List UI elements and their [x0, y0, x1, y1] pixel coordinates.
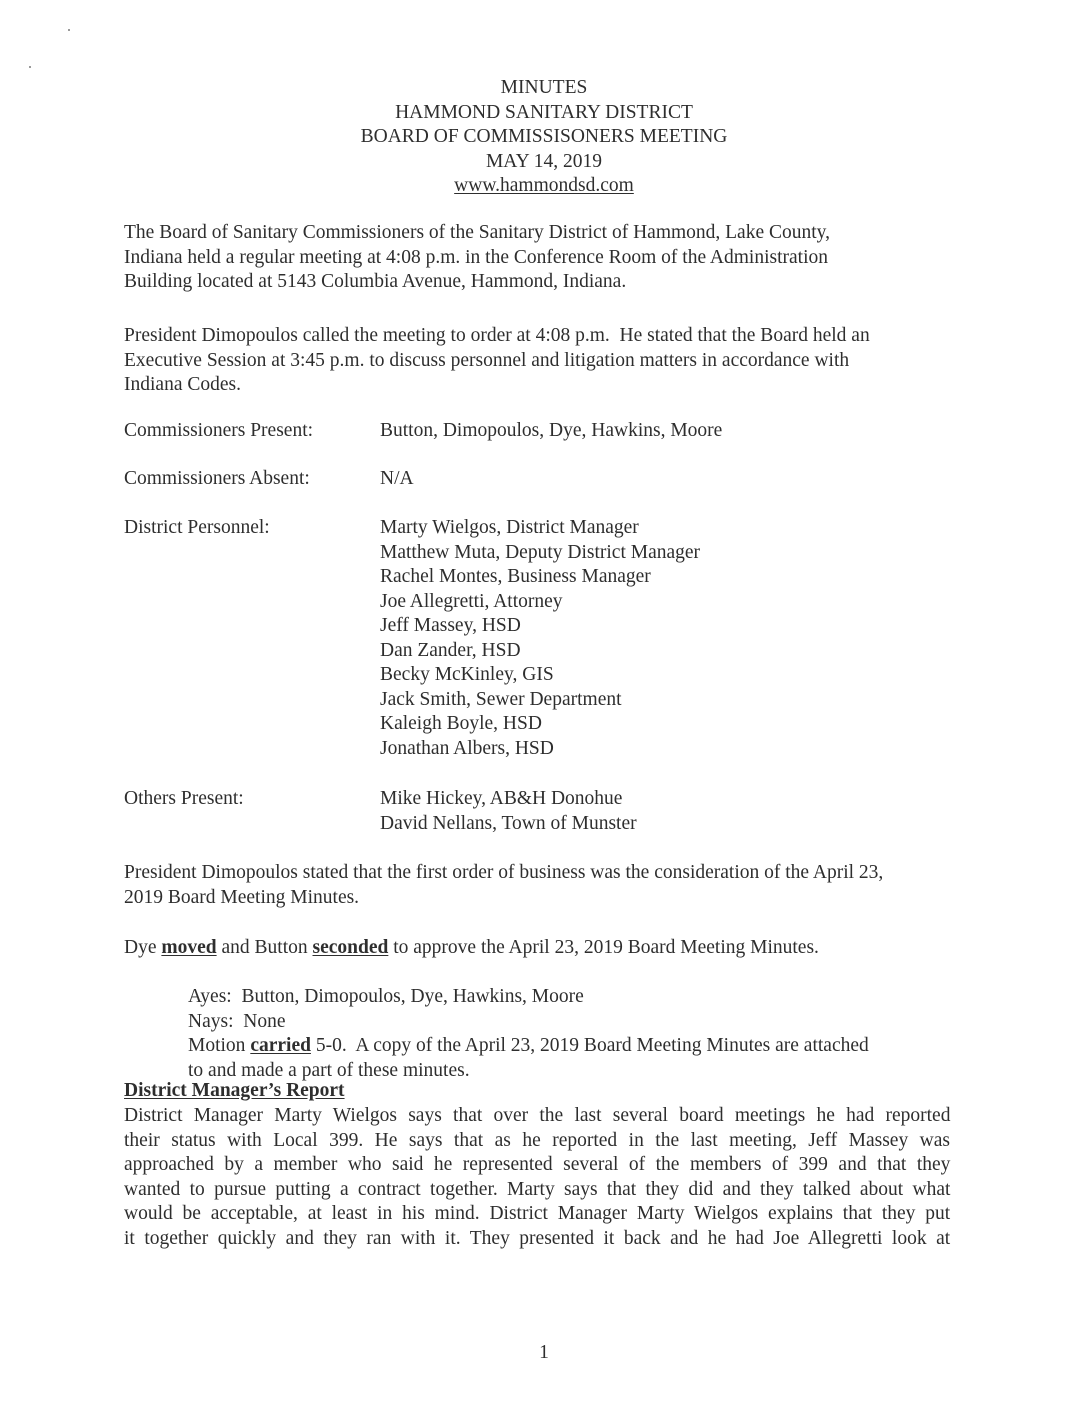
scan-speck	[68, 29, 70, 31]
district-manager-report-heading: District Manager’s Report	[124, 1080, 345, 1101]
personnel-item: Marty Wielgos, District Manager	[380, 517, 639, 538]
commissioners-present-label: Commissioners Present:	[124, 420, 314, 441]
motion-rest: to approve the April 23, 2019 Board Meeting Minutes.	[393, 937, 819, 958]
personnel-item: Dan Zander, HSD	[380, 639, 521, 661]
personnel-item: Becky McKinley, GIS	[380, 664, 554, 685]
page-number: 1	[539, 1342, 549, 1363]
others-present-list	[380, 787, 637, 836]
scan-speck	[29, 66, 31, 68]
call-to-order-line: Executive Session at 3:45 p.m. to discuss personnel and litigation matters in accordance with	[124, 349, 850, 371]
nays-label: Nays:	[188, 1010, 234, 1032]
motion-and-text: and Button	[221, 937, 308, 958]
personnel-item: Joe Allegretti, Attorney	[380, 590, 563, 612]
intro-line: Indiana held a regular meeting at 4:08 p.m. in the Conference Room of the Administration	[124, 246, 828, 268]
report-line: it together quickly and they ran with it. They presented it back and he had Joe Allegretti look at	[124, 1227, 951, 1249]
vote-block	[188, 985, 958, 1083]
personnel-item: Rachel Montes, Business Manager	[380, 566, 651, 587]
report-line: their status with Local 399. He says that as he reported in the last meeting, Jeff Massey was	[124, 1129, 950, 1151]
first-business-line: 2019 Board Meeting Minutes.	[124, 886, 360, 908]
document-header	[0, 76, 1088, 199]
moved-keyword: moved	[161, 937, 217, 958]
nays-line	[188, 1010, 958, 1035]
personnel-item: Kaleigh Boyle, HSD	[380, 713, 542, 734]
ayes-label: Ayes:	[188, 986, 232, 1007]
personnel-item: Jack Smith, Sewer Department	[380, 688, 622, 710]
others-item: Mike Hickey, AB&H Donohue	[380, 788, 623, 809]
report-line: District Manager Marty Wielgos says that over the last several board meetings he had reported	[124, 1105, 951, 1126]
call-to-order-line: Indiana Codes.	[124, 374, 241, 395]
motion-result-line-2: to and made a part of these minutes.	[188, 1059, 470, 1081]
ayes-value: Button, Dimopoulos, Dye, Hawkins, Moore	[241, 986, 584, 1007]
ayes-line	[188, 985, 958, 1010]
call-to-order-paragraph	[124, 324, 954, 398]
intro-line: The Board of Sanitary Commissioners of the Sanitary District of Hammond, Lake County,	[124, 222, 831, 243]
report-line: would be acceptable, at least in his mind. District Manager Marty Wielgos explains that they put	[124, 1203, 951, 1224]
district-manager-report-body	[124, 1104, 950, 1251]
meeting-name: BOARD OF COMMISSISONERS MEETING	[360, 126, 728, 147]
first-business-paragraph	[124, 861, 954, 910]
first-business-line: President Dimopoulos stated that the first order of business was the consideration of the April 23,	[124, 862, 884, 883]
report-line: approached by a member who said he represented several of the members of 399 and that they	[124, 1154, 951, 1175]
call-to-order-line: President Dimopoulos called the meeting to order at 4:08 p.m. He stated that the Board held an	[124, 325, 870, 346]
motion-paragraph	[124, 936, 954, 961]
intro-line: Building located at 5143 Columbia Avenue, Hammond, Indiana.	[124, 271, 627, 292]
motion-result-line	[188, 1034, 958, 1059]
others-present-label: Others Present:	[124, 788, 244, 809]
seconded-keyword: seconded	[312, 937, 389, 958]
motion-mover: Dye	[124, 937, 157, 958]
personnel-item: Jonathan Albers, HSD	[380, 737, 554, 759]
meeting-date: MAY 14, 2019	[485, 150, 603, 172]
report-line: wanted to pursue putting a contract together. Marty says that they did and they talked about what	[124, 1178, 951, 1200]
district-personnel-label: District Personnel:	[124, 517, 270, 538]
commissioners-absent-value: N/A	[380, 468, 414, 489]
intro-paragraph	[124, 221, 954, 295]
personnel-item: Jeff Massey, HSD	[380, 615, 521, 636]
motion-result-text: 5-0. A copy of the April 23, 2019 Board Meeting Minutes are attached	[315, 1035, 869, 1056]
nays-value: None	[243, 1010, 286, 1032]
organization-name: HAMMOND SANITARY DISTRICT	[395, 101, 693, 123]
website-link[interactable]: www.hammondsd.com	[454, 175, 634, 196]
personnel-item: Matthew Muta, Deputy District Manager	[380, 541, 701, 563]
carried-keyword: carried	[250, 1035, 311, 1056]
district-personnel-list	[380, 516, 700, 761]
commissioners-present-value: Button, Dimopoulos, Dye, Hawkins, Moore	[380, 420, 723, 441]
document-title: MINUTES	[500, 77, 588, 98]
commissioners-absent-label: Commissioners Absent:	[124, 468, 310, 489]
others-item: David Nellans, Town of Munster	[380, 812, 637, 834]
motion-word: Motion	[188, 1035, 246, 1056]
